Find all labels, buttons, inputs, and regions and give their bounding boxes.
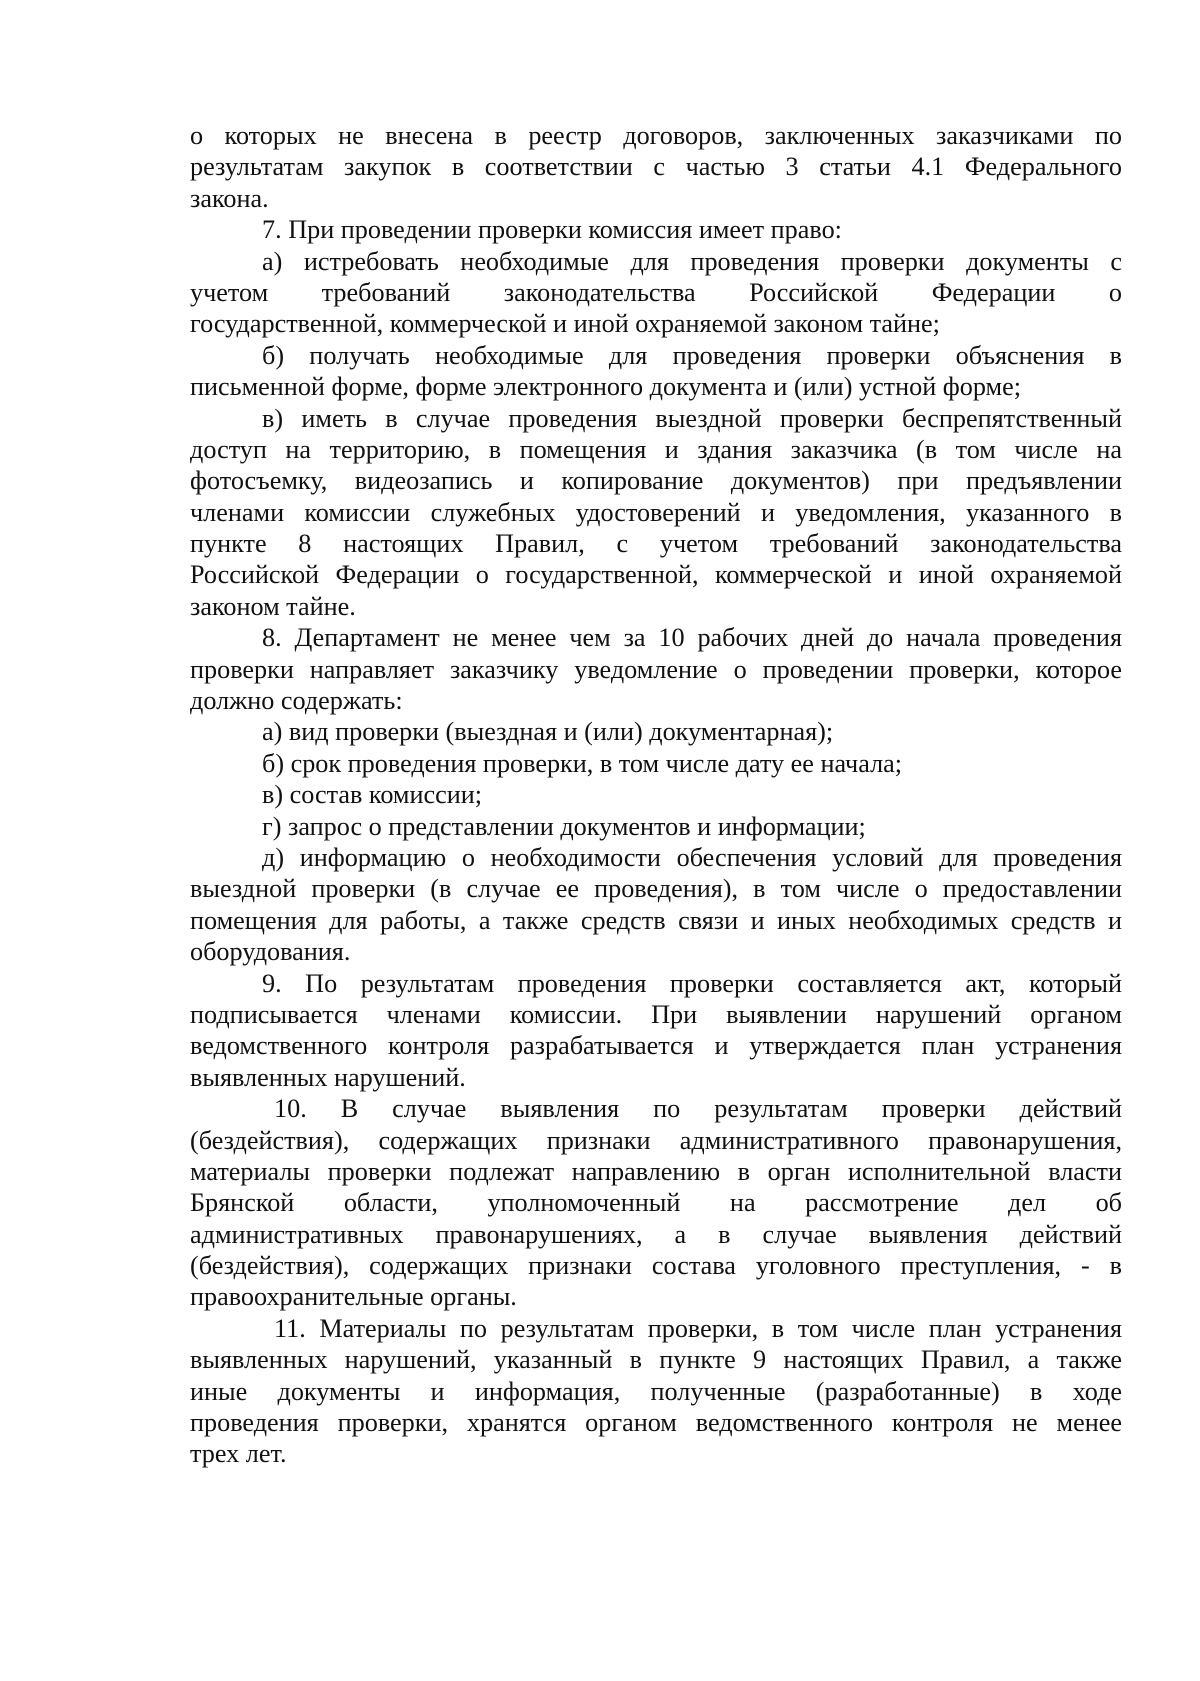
paragraph-p7 xyxy=(190,214,1122,245)
paragraph-p8b xyxy=(190,748,1122,779)
text-line: Российской Федерации о государственной, коммерческой и иной охраняемой xyxy=(190,560,1122,590)
text-line: законом тайне. xyxy=(190,591,356,621)
paragraph-p-intro xyxy=(190,120,1122,214)
paragraph-p8a xyxy=(190,716,1122,747)
text-line: а) истребовать необходимые для проведения проверки документы с xyxy=(262,246,1122,276)
text-line: проведения проверки, хранятся органом ведомственного контроля не менее xyxy=(190,1408,1122,1438)
text-line: б) срок проведения проверки, в том числе дату ее начала; xyxy=(262,748,903,778)
text-line: доступ на территорию, в помещения и здания заказчика (в том числе на xyxy=(190,434,1122,464)
paragraph-p10 xyxy=(190,1093,1122,1313)
text-line: Брянской области, уполномоченный на рассмотрение дел об xyxy=(190,1188,1122,1218)
paragraph-p7b xyxy=(190,340,1122,403)
text-line: выявленных нарушений. xyxy=(190,1062,466,1092)
text-line: а) вид проверки (выездная и (или) документарная); xyxy=(262,717,834,747)
text-line: трех лет. xyxy=(190,1439,287,1469)
text-line: проверки направляет заказчику уведомление о проведении проверки, которое xyxy=(190,654,1122,684)
text-line: оборудования. xyxy=(190,937,351,967)
text-line: 10. В случае выявления по результатам проверки действий xyxy=(274,1094,1122,1124)
paragraph-p7a xyxy=(190,246,1122,340)
paragraph-p7v xyxy=(190,403,1122,623)
text-line: материалы проверки подлежат направлению в орган исполнительной власти xyxy=(190,1156,1122,1186)
paragraph-p9 xyxy=(190,968,1122,1094)
text-line: письменной форме, форме электронного документа и (или) устной форме; xyxy=(190,372,1022,402)
text-line: б) получать необходимые для проведения проверки объяснения в xyxy=(262,340,1122,370)
text-line: 9. По результатам проведения проверки составляется акт, который xyxy=(262,968,1122,998)
paragraph-p8 xyxy=(190,622,1122,716)
text-line: помещения для работы, а также средств связи и иных необходимых средств и xyxy=(190,905,1122,935)
text-line: закона. xyxy=(190,183,269,213)
text-line: подписывается членами комиссии. При выявлении нарушений органом xyxy=(190,999,1122,1029)
text-line: о которых не внесена в реестр договоров, заключенных заказчиками по xyxy=(190,121,1122,150)
paragraph-p11 xyxy=(190,1313,1122,1470)
text-line: (бездействия), содержащих признаки административного правонарушения, xyxy=(190,1125,1122,1155)
text-line: государственной, коммерческой и иной охраняемой законом тайне; xyxy=(190,309,940,339)
text-line: выездной проверки (в случае ее проведения), в том числе о предоставлении xyxy=(190,874,1122,904)
paragraph-p8g xyxy=(190,811,1122,842)
text-line: 11. Материалы по результатам проверки, в том числе план устранения xyxy=(274,1313,1122,1343)
text-line: 8. Департамент не менее чем за 10 рабочих дней до начала проведения xyxy=(262,623,1122,653)
text-line: г) запрос о представлении документов и информации; xyxy=(262,811,866,841)
text-line: членами комиссии служебных удостоверений и уведомления, указанного в xyxy=(190,497,1122,527)
text-line: результатам закупок в соответствии с частью 3 статьи 4.1 Федерального xyxy=(190,152,1122,182)
paragraph-p8d xyxy=(190,842,1122,968)
text-line: д) информацию о необходимости обеспечения условий для проведения xyxy=(262,842,1122,872)
text-line: пункте 8 настоящих Правил, с учетом требований законодательства xyxy=(190,529,1122,559)
text-line: ведомственного контроля разрабатывается и утверждается план устранения xyxy=(190,1031,1122,1061)
text-line: в) состав комиссии; xyxy=(262,780,483,810)
text-line: административных правонарушениях, а в случае выявления действий xyxy=(190,1219,1122,1249)
text-line: в) иметь в случае проведения выездной проверки беспрепятственный xyxy=(262,403,1122,433)
text-line: правоохранительные органы. xyxy=(190,1282,517,1312)
text-line: выявленных нарушений, указанный в пункте 9 настоящих Правил, а также xyxy=(190,1345,1122,1375)
text-line: иные документы и информация, полученные (разработанные) в ходе xyxy=(190,1376,1122,1406)
text-line: должно содержать: xyxy=(190,686,403,716)
document-body xyxy=(190,120,1122,1470)
text-line: учетом требований законодательства Российской Федерации о xyxy=(190,277,1122,307)
text-line: (бездействия), содержащих признаки состава уголовного преступления, - в xyxy=(190,1251,1122,1281)
paragraph-p8v xyxy=(190,779,1122,810)
text-line: фотосъемку, видеозапись и копирование документов) при предъявлении xyxy=(190,466,1122,496)
text-line: 7. При проведении проверки комиссия имеет право: xyxy=(262,215,842,245)
